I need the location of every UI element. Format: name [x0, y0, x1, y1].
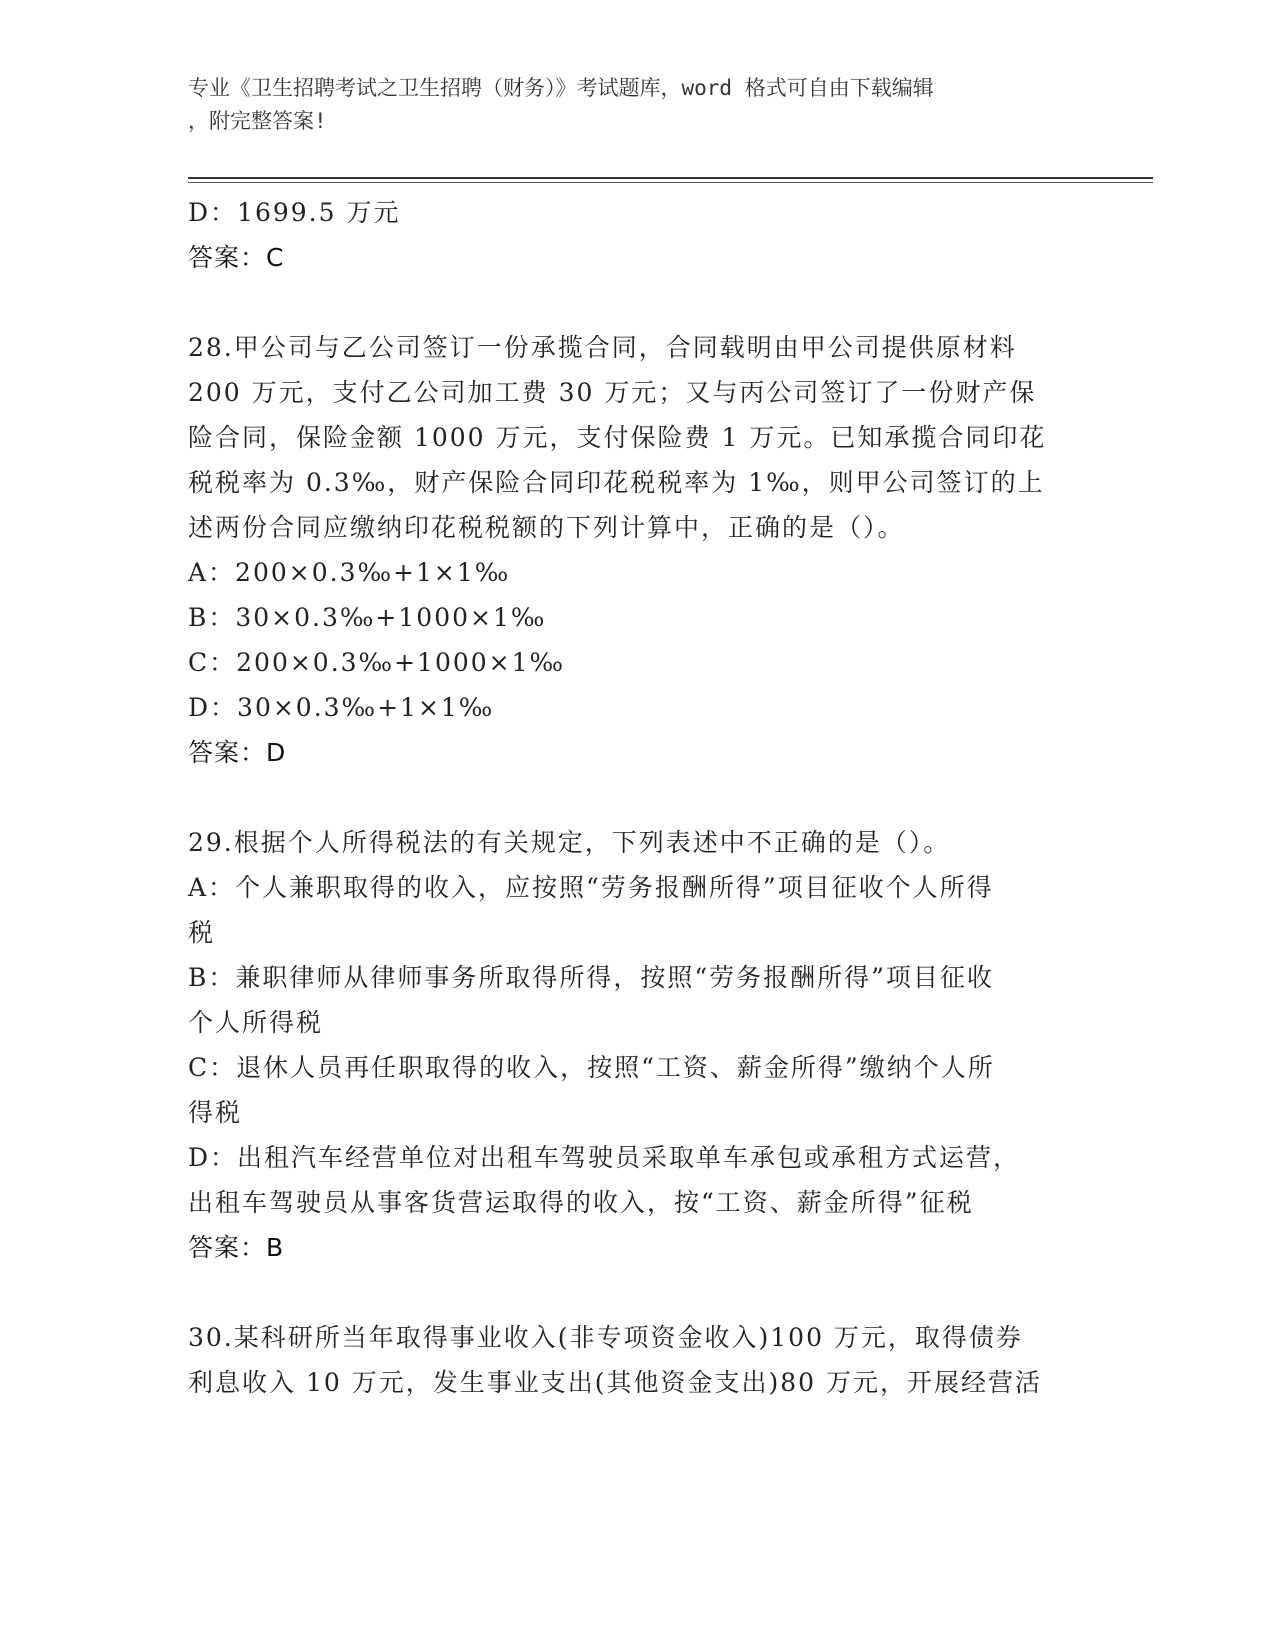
q30-stem-line: 30.某科研所当年取得事业收入(非专项资金收入)100 万元，取得债券 [188, 1323, 1023, 1352]
q28-option-c: C：200×0.3‰+1000×1‰ [188, 648, 566, 677]
spacer [188, 280, 1088, 325]
q28-option-a: A：200×0.3‰+1×1‰ [188, 558, 511, 587]
q29-answer: 答案：B [188, 1233, 285, 1262]
q28-stem-line: 税税率为 0.3‰，财产保险合同印花税税率为 1‰，则甲公司签订的上 [188, 468, 1045, 497]
header-rule-thin [188, 182, 1153, 183]
header-line-1: 专业《卫生招聘考试之卫生招聘（财务）》考试题库，word 格式可自由下载编辑 [188, 76, 934, 100]
header-line-2: ，附完整答案! [188, 109, 327, 133]
q28-stem-line: 险合同，保险金额 1000 万元，支付保险费 1 万元。已知承揽合同印花 [188, 423, 1047, 452]
q30-stem-line: 利息收入 10 万元，发生事业支出(其他资金支出)80 万元，开展经营活 [188, 1368, 1042, 1397]
q28-answer: 答案：D [188, 738, 287, 767]
q29-option-a-cont: 税 [188, 918, 216, 947]
q28-stem-line: 28.甲公司与乙公司签订一份承揽合同，合同载明由甲公司提供原材料 [188, 333, 1017, 362]
document-body [188, 190, 1088, 1405]
page-header [188, 72, 1068, 138]
prev-option-d: D：1699.5 万元 [188, 198, 401, 227]
question-29 [188, 820, 1088, 1270]
q28-stem-line: 述两份合同应缴纳印花税税额的下列计算中，正确的是（）。 [188, 513, 905, 542]
prev-answer: 答案：C [188, 243, 285, 272]
question-30 [188, 1315, 1088, 1405]
q28-stem-line: 200 万元，支付乙公司加工费 30 万元；又与丙公司签订了一份财产保 [188, 378, 1037, 407]
q29-option-c-cont: 得税 [188, 1098, 243, 1127]
q29-option-c: C：退休人员再任职取得的收入，按照“工资、薪金所得”缴纳个人所 [188, 1053, 995, 1082]
q29-option-d-cont: 出租车驾驶员从事客货营运取得的收入，按“工资、薪金所得”征税 [188, 1188, 974, 1217]
q29-option-b: B：兼职律师从律师事务所取得所得，按照“劳务报酬所得”项目征收 [188, 963, 994, 992]
q29-stem: 29.根据个人所得税法的有关规定，下列表述中不正确的是（）。 [188, 828, 951, 857]
question-28 [188, 325, 1088, 775]
q28-option-d: D：30×0.3‰+1×1‰ [188, 693, 495, 722]
q29-option-b-cont: 个人所得税 [188, 1008, 324, 1037]
header-rule-thick [188, 177, 1153, 179]
spacer [188, 775, 1088, 820]
q28-option-b: B：30×0.3‰+1000×1‰ [188, 603, 547, 632]
q29-option-d: D：出租汽车经营单位对出租车驾驶员采取单车承包或承租方式运营， [188, 1143, 1021, 1172]
spacer [188, 1270, 1088, 1315]
q29-option-a: A：个人兼职取得的收入，应按照“劳务报酬所得”项目征收个人所得 [188, 873, 994, 902]
